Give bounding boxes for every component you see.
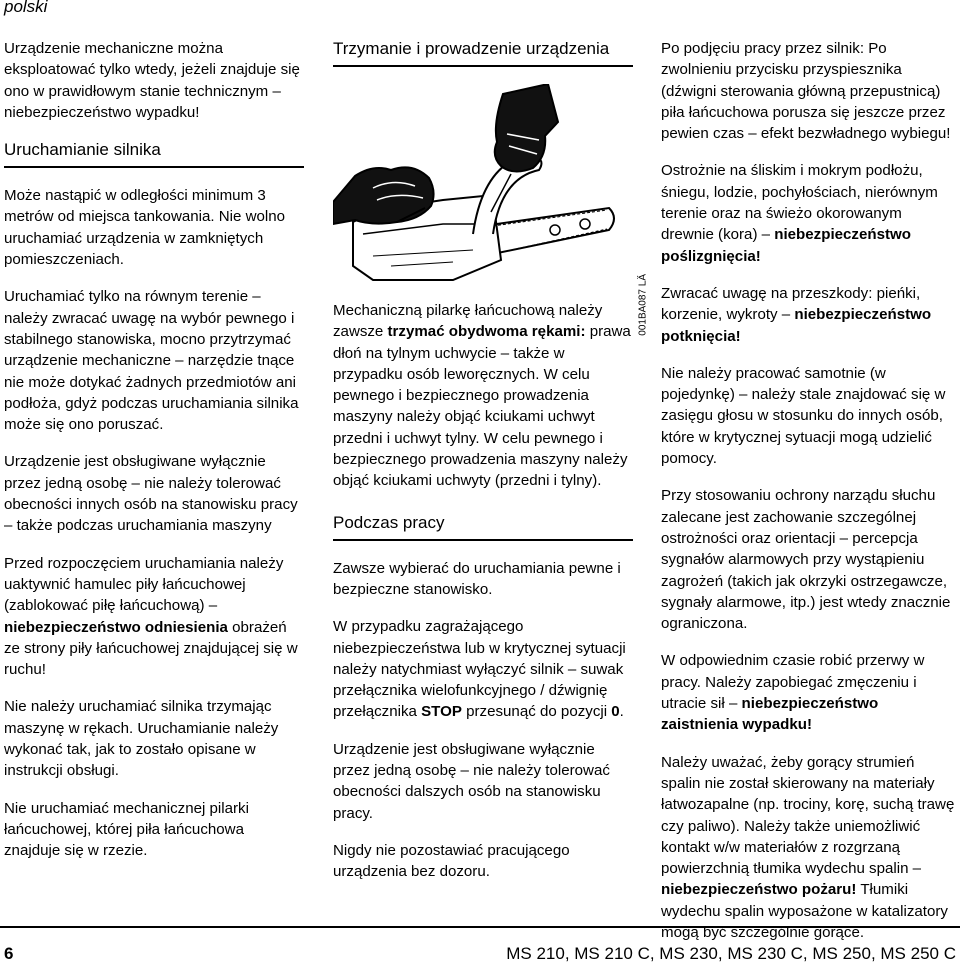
paragraph: Nigdy nie pozostawiać pracującego urządzenia bez dozoru. [333,841,570,881]
paragraph: Po podjęciu pracy przez silnik: Po zwolnieniu przycisku przyspiesznika (dźwigni sterowania główną przepustnicą) piła łańcuchowa porusza się jeszcze przez pewien czas – efekt bezwładnego wybiegu! [661,40,951,143]
safety-paragraph: Urządzenie mechaniczne można eksploatować tylko wtedy, jeżeli znajduje się ono w prawidłowym stanie technicznym – niebezpieczeństwo wypadku! [4,40,300,121]
paragraph: Przy stosowaniu ochrony narządu słuchu zalecane jest zachowanie szczególnej ostrożności oraz orientacji – percepcja sygnałów alarmowych przy wystąpieniu zagrożeń (takich jak okrzyki ostrzegawcze, sygnały alarmowe, itp.) jest wtedy znacznie ograniczona. [661,487,951,633]
chainsaw-illustration-graphic [333,84,633,292]
paragraph: Może nastąpić w odległości minimum 3 metrów od miejsca tankowania. Nie wolno uruchamiać urządzenia w zamkniętych pomieszczeniach. [4,187,286,269]
page-language-label: polski [4,0,48,16]
warning-text: niebezpieczeństwo zaistnienia wypadku! [661,695,879,734]
paragraph: Nie uruchamiać mechanicznej pilarki łańcuchowej, której piła łańcuchowa znajduje się w rzezie. [4,799,249,860]
illustration-code: 001BA087 LÄ [638,274,649,336]
warning-text: niebezpieczeństwo odniesienia [4,618,228,636]
paragraph: Mechaniczną pilarkę łańcuchową należy zawsze trzymać obydwoma rękami: prawa dłoń na tylnym uchwycie – także w przypadku osób leworęcznych. W celu pewnego i bezpiecznego prowadzenia maszyny należy objąć kciukami uchwyt przedni i uchwyt tylny. W celu pewnego i bezpiecznego prowadzenia maszyny należy objąć kciukami uchwyty (przedni i tylny). [333,302,631,490]
warning-text: niebezpieczeństwo potknięcia! [661,306,932,345]
page-number: 6 [4,944,14,963]
column-middle [333,38,649,899]
model-list: MS 210, MS 210 C, MS 230, MS 230 C, MS 250, MS 250 C [506,944,956,963]
paragraph: Zawsze wybierać do uruchamiania pewne i bezpieczne stanowisko. [333,559,621,598]
paragraph: W przypadku zagrażającego niebezpieczeństwa lub w krytycznej sytuacji należy natychmiast wyłączyć silnik – suwak przełącznika wielofunkcyjnego / dźwignię przełącznika STOP przesunąć do pozycji 0. [333,618,626,721]
column-left [4,38,304,878]
position-zero: 0 [611,703,620,721]
warning-text: niebezpieczeństwo poślizgnięcia! [661,226,911,265]
front-glove [495,84,558,172]
paragraph: Urządzenie jest obsługiwane wyłącznie przez jedną osobę – nie należy tolerować obecności dalszych osób na stanowisku pracy. [333,740,610,822]
paragraph: Przed rozpoczęciem uruchamiania należy uaktywnić hamulec piły łańcuchowej (zablokować piłę łańcuchową) – niebezpieczeństwo odniesienia obrażeń ze strony piły łańcuchowej znajdującej się w ruchu! [4,554,298,679]
guide-bar [483,208,614,256]
paragraph: Nie należy uruchamiać silnika trzymając maszynę w rękach. Uruchamianie należy wykonać tak, jak to zostało opisane w instrukcji obsługi. [4,698,279,780]
paragraph: Nie należy pracować samotnie (w pojedynkę) – należy stale znajdować się w zasięgu głosu w stosunku do innych osób, które w krytycznej sytuacji mogą udzielić pomocy. [661,364,946,468]
warning-text: niebezpieczeństwo pożaru! [661,881,857,899]
paragraph: Ostrożnie na śliskim i mokrym podłożu, śniegu, lodzie, pochyłościach, nierównym terenie oraz na świeżo okorowanym drewnie (kora) – niebezpieczeństwo poślizgnięcia! [661,162,938,265]
rear-glove [333,167,434,224]
section-heading-during-work: Podczas pracy [333,512,633,541]
footer-divider [0,926,960,928]
paragraph: Urządzenie jest obsługiwane wyłącznie przez jedną osobę – nie należy tolerować obecności innych osób na stanowisku pracy – także podczas uruchamiania maszyny [4,453,298,535]
column-right [661,38,957,959]
paragraph: W odpowiednim czasie robić przerwy w pracy. Należy zapobiegać zmęczeniu i utracie sił – niebezpieczeństwo zaistnienia wypadku! [661,652,925,734]
section-heading-holding: Trzymanie i prowadzenie urządzenia [333,38,633,67]
paragraph: Uruchamiać tylko na równym terenie – należy zwracać uwagę na wybór pewnego i stabilnego stanowiska, mocno przytrzymać urządzenie mechaniczne – narzędzie tnące nie może dotykać żadnych przedmiotów ani podłoża, gdyż podczas uruchamiania silnika może się ono poruszać. [4,288,299,434]
paragraph: Należy uważać, żeby gorący strumień spalin nie został skierowany na materiały łatwozapalne (np. trociny, korę, suchą trawę czy paliwo). Należy także uniemożliwić kontakt w/w materiałów z rozgrzaną powierzchnią tłumika wydechu spalin – niebezpieczeństwo pożaru! Tłumiki wydechu spalin wyposażone w katalizatory mogą być szczególnie gorące. [661,753,955,941]
emphasis-text: trzymać obydwoma rękami: [387,323,586,341]
section-heading-engine-start: Uruchamianie silnika [4,139,304,168]
paragraph: Zwracać uwagę na przeszkody: pieńki, korzenie, wykroty – niebezpieczeństwo potknięcia! [661,284,932,345]
stop-label: STOP [421,703,462,721]
